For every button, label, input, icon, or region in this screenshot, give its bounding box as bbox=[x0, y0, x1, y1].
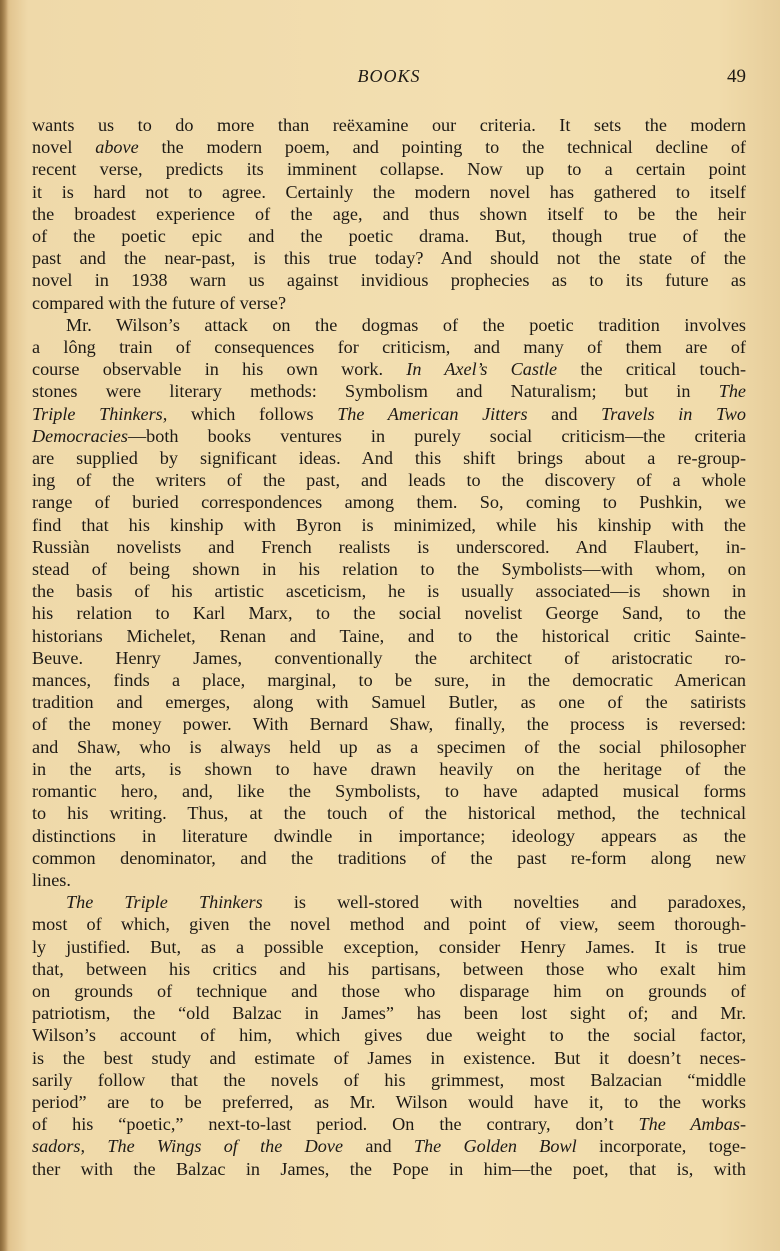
text-line bbox=[32, 780, 746, 802]
line-text: and Shaw, who is always held up as a specimen of the social philosopher bbox=[32, 736, 746, 757]
italic-title: In Axel’s Castle bbox=[406, 359, 558, 380]
text-line bbox=[32, 691, 746, 713]
line-text: past and the near-past, is this true today? And should not the state of the bbox=[32, 248, 746, 269]
page-number: 49 bbox=[727, 66, 746, 87]
line-text: which follows bbox=[167, 403, 338, 424]
text-line bbox=[32, 802, 746, 824]
line-text: —both books ventures in purely social criticism—the criteria bbox=[127, 425, 746, 446]
italic-title: The bbox=[718, 381, 746, 402]
line-text: period” are to be preferred, as Mr. Wilson would have it, to the works bbox=[32, 1091, 746, 1112]
text-line bbox=[32, 758, 746, 780]
text-line bbox=[32, 1047, 746, 1069]
text-line bbox=[32, 536, 746, 558]
text-line bbox=[32, 580, 746, 602]
line-text: lines. bbox=[32, 869, 71, 890]
text-line bbox=[32, 491, 746, 513]
spine-shadow bbox=[0, 0, 8, 1251]
running-head: BOOKS bbox=[357, 66, 421, 86]
line-text: on grounds of technique and those who disparage him on grounds of bbox=[32, 980, 746, 1001]
line-text: of the money power. With Bernard Shaw, finally, the process is reversed: bbox=[32, 714, 746, 735]
text-line bbox=[32, 1069, 746, 1091]
text-line bbox=[32, 1091, 746, 1113]
line-text: and bbox=[527, 403, 602, 424]
text-line bbox=[32, 625, 746, 647]
line-text: is the best study and estimate of James in existence. But it doesn’t neces- bbox=[32, 1047, 746, 1068]
line-text: most of which, given the novel method and point of view, seem thorough- bbox=[32, 914, 746, 935]
text-line bbox=[32, 1113, 746, 1135]
line-text: wants us to do more than reëxamine our criteria. It sets the modern bbox=[32, 115, 746, 135]
line-text: and bbox=[343, 1136, 414, 1157]
line-text: historians Michelet, Renan and Taine, and to the historical critic Sainte- bbox=[32, 625, 746, 646]
line-text: that, between his critics and his partisans, between those who exalt him bbox=[32, 958, 746, 979]
text-line bbox=[32, 736, 746, 758]
text-line bbox=[32, 269, 746, 291]
italic-title: The American Jitters bbox=[337, 403, 528, 424]
line-text: are supplied by significant ideas. And this shift brings about a re-group- bbox=[32, 448, 746, 469]
text-line bbox=[32, 958, 746, 980]
line-text: ly justified. But, as a possible exception, consider Henry James. It is true bbox=[32, 936, 746, 957]
line-text: find that his kinship with Byron is minimized, while his kinship with the bbox=[32, 514, 746, 535]
text-line bbox=[32, 891, 746, 913]
line-text: course observable in his own work. bbox=[32, 359, 407, 380]
text-line bbox=[32, 558, 746, 580]
text-line bbox=[32, 158, 746, 180]
line-text: ther with the Balzac in James, the Pope in him—the poet, that is, with bbox=[32, 1158, 746, 1179]
line-text: the basis of his artistic asceticism, he is usually associated—is shown in bbox=[32, 581, 746, 602]
italic-title: sadors, The Wings of the Dove bbox=[32, 1136, 344, 1157]
text-line bbox=[32, 314, 746, 336]
text-line bbox=[32, 847, 746, 869]
text-line bbox=[32, 514, 746, 536]
line-text: romantic hero, and, like the Symbolists, to have adapted musical forms bbox=[32, 781, 746, 802]
italic-title: The Golden Bowl bbox=[413, 1136, 577, 1157]
text-line bbox=[32, 181, 746, 203]
italic-title: above bbox=[95, 137, 139, 158]
text-line bbox=[32, 380, 746, 402]
text-line bbox=[32, 1135, 746, 1157]
line-text: to his writing. Thus, at the touch of the historical method, the technical bbox=[32, 803, 746, 824]
line-text: mances, finds a place, marginal, to be sure, in the democratic American bbox=[32, 670, 746, 691]
line-text: incorporate, toge- bbox=[576, 1136, 747, 1157]
text-line bbox=[32, 669, 746, 691]
text-line bbox=[32, 869, 746, 891]
line-text: recent verse, predicts its imminent collapse. Now up to a certain point bbox=[32, 159, 746, 180]
line-text: stones were literary methods: Symbolism and Naturalism; but in bbox=[32, 381, 719, 402]
page-header bbox=[32, 66, 746, 92]
text-line bbox=[32, 136, 746, 158]
text-line bbox=[32, 247, 746, 269]
text-line bbox=[32, 1002, 746, 1024]
text-line bbox=[32, 292, 746, 314]
text-line bbox=[32, 358, 746, 380]
text-line bbox=[32, 336, 746, 358]
text-line bbox=[32, 825, 746, 847]
line-text: in the arts, is shown to have drawn heavily on the heritage of the bbox=[32, 758, 746, 779]
line-text: distinctions in literature dwindle in importance; ideology appears as the bbox=[32, 825, 746, 846]
line-text: stead of being shown in his relation to the Symbolists—with whom, on bbox=[32, 559, 746, 580]
line-text: Wilson’s account of him, which gives due weight to the social factor, bbox=[32, 1025, 746, 1046]
line-text: his relation to Karl Marx, to the social novelist George Sand, to the bbox=[32, 603, 746, 624]
line-text: the critical touch- bbox=[557, 359, 747, 380]
text-line bbox=[32, 1158, 746, 1180]
line-text: the broadest experience of the age, and thus shown itself to be the heir bbox=[32, 203, 746, 224]
text-line bbox=[32, 713, 746, 735]
line-text: sarily follow that the novels of his grimmest, most Balzacian “middle bbox=[32, 1069, 746, 1090]
line-text: patriotism, the “old Balzac in James” has been lost sight of; and Mr. bbox=[32, 1003, 746, 1024]
body-text bbox=[32, 114, 746, 1180]
line-text: ing of the writers of the past, and leads to the discovery of a whole bbox=[32, 470, 746, 491]
text-line bbox=[32, 913, 746, 935]
text-line bbox=[32, 114, 746, 136]
line-text: is well-stored with novelties and paradoxes, bbox=[262, 892, 746, 913]
line-text: Mr. Wilson’s attack on the dogmas of the poetic tradition involves bbox=[66, 314, 746, 335]
line-text: range of buried correspondences among them. So, coming to Pushkin, we bbox=[32, 492, 746, 513]
text-line bbox=[32, 469, 746, 491]
italic-title: Triple Thinkers, bbox=[32, 403, 168, 424]
italic-title: Travels in Two bbox=[601, 403, 747, 424]
line-text: common denominator, and the traditions of the past re-form along new bbox=[32, 847, 746, 868]
text-line bbox=[32, 203, 746, 225]
line-text: of the poetic epic and the poetic drama. But, though true of the bbox=[32, 226, 746, 247]
text-line bbox=[32, 980, 746, 1002]
text-line bbox=[32, 425, 746, 447]
text-line bbox=[32, 1024, 746, 1046]
text-line bbox=[32, 602, 746, 624]
italic-title: The Ambas- bbox=[638, 1114, 746, 1135]
line-text: the modern poem, and pointing to the technical decline of bbox=[138, 137, 746, 158]
text-line bbox=[32, 225, 746, 247]
line-text: compared with the future of verse? bbox=[32, 292, 287, 313]
line-text: it is hard not to agree. Certainly the modern novel has gathered to itself bbox=[32, 181, 746, 202]
text-line bbox=[32, 647, 746, 669]
line-text: of his “poetic,” next-to-last period. On the contrary, don’t bbox=[32, 1114, 639, 1135]
text-line bbox=[32, 403, 746, 425]
line-text: tradition and emerges, along with Samuel Butler, as one of the satirists bbox=[32, 692, 746, 713]
line-text: novel in 1938 warn us against invidious prophecies as to its future as bbox=[32, 270, 746, 291]
text-line bbox=[32, 936, 746, 958]
italic-title: The Triple Thinkers bbox=[66, 892, 263, 913]
line-text: a lông train of consequences for criticism, and many of them are of bbox=[32, 337, 746, 358]
line-text: Russiàn novelists and French realists is underscored. And Flaubert, in- bbox=[32, 536, 746, 557]
italic-title: Democracies bbox=[32, 425, 128, 446]
text-line bbox=[32, 447, 746, 469]
line-text: novel bbox=[32, 137, 96, 158]
line-text: Beuve. Henry James, conventionally the architect of aristocratic ro- bbox=[32, 647, 746, 668]
